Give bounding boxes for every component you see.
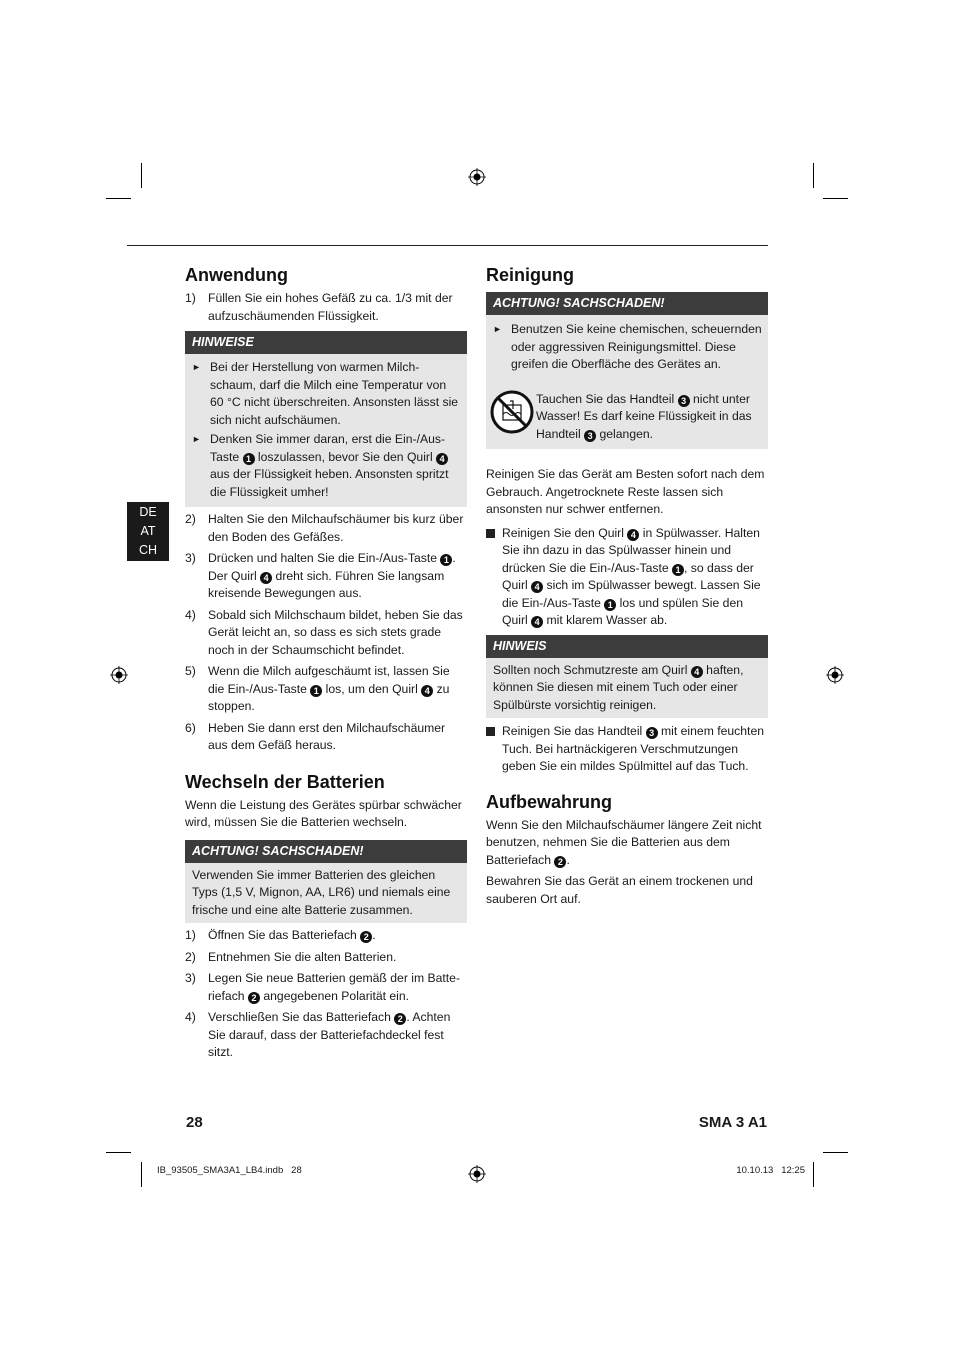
aufbewahrung-p2: Bewahren Sie das Gerät an einem trockenen und sauberen Ort auf.: [486, 874, 753, 906]
registration-mark-icon: [110, 666, 128, 684]
step-item: 1) Öffnen Sie das Batteriefach 2 .: [185, 928, 376, 942]
text-run: Reinigen Sie den Quirl: [502, 525, 628, 540]
text-run: angegebenen Polarität ein.: [259, 988, 410, 1003]
reference-number-badge: 1: [243, 453, 255, 465]
section-title-anwendung: Anwendung: [185, 265, 288, 285]
text-run: Heben Sie dann erst den Milchaufschäumer aus dem Gefäß heraus.: [208, 720, 446, 752]
rich-text: [208, 512, 463, 544]
text-run: Öffnen Sie das Batteriefach: [208, 928, 361, 942]
rich-text: [208, 291, 453, 323]
text-run: Drücken und halten Sie die Ein-/Aus-Taste: [208, 551, 441, 565]
reference-number-badge: 1: [310, 685, 322, 697]
step-item: 5) Wenn die Milch aufgeschäumt ist, lassen Sie die Ein-/Aus-Taste 1 los, um den Quirl 4 zu stoppen.: [185, 664, 450, 713]
crop-mark: [823, 1152, 848, 1153]
text-run: zu stoppen.: [208, 681, 450, 713]
section-title-batterien: Wechseln der Batterien: [185, 771, 385, 792]
triangle-bullet-icon: ►: [192, 434, 201, 444]
rich-text: [208, 971, 460, 1003]
text-run: Halten Sie den Milchaufschäumer bis kurz über den Boden des Gefäßes.: [208, 512, 464, 544]
hinweis-box: [486, 635, 768, 719]
anwendung-steps-a: [185, 290, 467, 325]
step-item: 3) Drücken und halten Sie die Ein-/Aus-Taste 1 . Der Quirl 4 dreht sich. Führen Sie langsam kreisende Bewegungen aus.: [185, 551, 456, 600]
crop-mark: [813, 163, 814, 188]
text-run: dreht sich. Führen Sie langsam kreisende Bewegungen aus.: [208, 568, 445, 600]
crop-mark: [106, 1152, 131, 1153]
left-column: [185, 264, 467, 1066]
text-run: .: [566, 852, 570, 867]
reference-number-badge: 4: [531, 581, 543, 593]
text-run: Verschließen Sie das Batteriefach: [208, 1010, 395, 1024]
text-run: , so dass der Quirl: [502, 560, 754, 592]
rich-text: [486, 818, 762, 867]
warning-bullet: ► Benutzen Sie keine chemischen, scheuernden oder aggressiven Reinigungsmittel. Diese greifen die Oberfläche des Gerätes an.: [493, 322, 762, 371]
square-bullet-icon: [486, 727, 495, 736]
reference-number-badge: 4: [627, 529, 639, 541]
step-item: 2) Entnehmen Sie die alten Batterien.: [185, 949, 397, 964]
hinweis-text: [493, 662, 762, 715]
reference-number-badge: 2: [248, 992, 260, 1004]
triangle-bullet-icon: ►: [192, 362, 201, 372]
text-run: Denken Sie immer daran, erst die Ein-/Aus-Taste: [210, 432, 446, 464]
reference-number-badge: 2: [394, 1013, 406, 1025]
square-bullet-icon: [486, 529, 495, 538]
reference-number-badge: 3: [678, 395, 690, 407]
crop-mark: [141, 1162, 142, 1187]
reference-number-badge: 1: [440, 554, 452, 566]
crop-mark: [106, 198, 131, 199]
hinweise-header: HINWEISE: [185, 331, 467, 354]
step-item: 4) Sobald sich Milchschaum bildet, heben Sie das Gerät leicht an, so dass es sich stets grade noch in der Schaumschicht befindet.: [185, 607, 463, 657]
text-run: Sollten noch Schmutzreste am Quirl: [493, 662, 691, 677]
reference-number-badge: 1: [604, 599, 616, 611]
text-run: haften, können Sie diesen mit einem Tuch oder einer Spülbürste vorsichtig reinigen.: [493, 662, 744, 712]
no-water-immersion-icon: [490, 390, 534, 434]
reference-number-badge: 4: [531, 616, 543, 628]
crop-mark: [141, 163, 142, 188]
reference-number-badge: 3: [646, 727, 658, 739]
batterien-intro: Wenn die Leistung des Gerätes spürbar schwächer wird, müssen Sie die Batterien wechseln.: [185, 797, 462, 829]
text-run: in Spülwasser. Halten Sie ihn dazu in das Spülwasser hinein und drücken Sie die Ein-/Aus-Taste: [502, 525, 760, 575]
rich-text: [493, 663, 743, 712]
rich-text: [502, 526, 761, 628]
text-run: los und spülen Sie den Quirl: [502, 595, 744, 627]
reference-number-badge: 2: [554, 856, 566, 868]
text-run: Wenn Sie den Milchaufschäumer längere Zeit nicht benutzen, nehmen Sie die Batterien aus dem Batteriefach: [486, 817, 762, 867]
model-name: SMA 3 A1: [698, 1114, 767, 1131]
anwendung-steps-b: [185, 511, 467, 755]
triangle-bullet-icon: ►: [493, 324, 502, 334]
text-run: mit klarem Wasser ab.: [543, 613, 668, 627]
hinweise-box: [185, 331, 467, 507]
text-run: Reinigen Sie das Handteil: [502, 724, 646, 738]
reference-number-badge: 4: [421, 685, 433, 697]
rich-text: [208, 1010, 450, 1059]
rich-text: [208, 551, 456, 600]
page-number: 28: [186, 1114, 203, 1131]
reference-number-badge: 4: [260, 572, 272, 584]
step-item: 6) Heben Sie dann erst den Milchaufschäumer aus dem Gefäß heraus.: [185, 720, 446, 752]
square-bullet-item: [486, 723, 768, 776]
text-run: Wenn die Milch aufgeschäumt ist, lassen Sie die Ein-/Aus-Taste: [208, 664, 450, 696]
warning-header: ACHTUNG! SACHSCHADEN!: [185, 840, 467, 863]
reference-number-badge: 3: [584, 430, 596, 442]
header-rule: [127, 245, 768, 246]
text-run: .: [372, 928, 376, 942]
rich-text: [208, 928, 376, 942]
slug-date: 10.10.13 12:25: [736, 1165, 805, 1176]
hint-bullet: [192, 431, 461, 501]
registration-mark-icon: [468, 1165, 486, 1183]
step-item: 4) Verschließen Sie das Batteriefach 2 . Achten Sie darauf, dass der Batteriefachdeckel fest sitzt.: [185, 1010, 451, 1059]
hinweis-header: HINWEIS: [486, 635, 768, 658]
rich-text: [208, 608, 463, 657]
reinigung-paragraph: Reinigen Sie das Gerät am Besten sofort nach dem Gebrauch. Angetrocknete Reste lassen sich ansonsten nur schwer entfernen.: [486, 467, 765, 516]
rich-text: [210, 432, 448, 499]
lang-de: DE: [139, 505, 157, 519]
lang-at: AT: [140, 524, 156, 538]
reference-number-badge: 4: [436, 453, 448, 465]
step-item: 2) Halten Sie den Milchaufschäumer bis kurz über den Boden des Gefäßes.: [185, 512, 464, 544]
section-title-aufbewahrung: Aufbewahrung: [486, 791, 612, 812]
reference-number-badge: 2: [360, 931, 372, 943]
text-run: Füllen Sie ein hohes Gefäß zu ca. 1/3 mit der aufzuschäumenden Flüssigkeit.: [208, 291, 453, 323]
text-run: Entnehmen Sie die alten Batterien.: [208, 949, 397, 964]
batterien-warning-box: [185, 840, 467, 924]
step-item: 1) Füllen Sie ein hohes Gefäß zu ca. 1/3 mit der aufzuschäumenden Flüssigkeit.: [185, 291, 453, 323]
section-title-reinigung: Reinigung: [486, 265, 574, 285]
text-run: sich im Spülwasser bewegt. Lassen Sie die Ein-/Aus-Taste: [502, 578, 761, 610]
rich-text: [208, 721, 445, 753]
text-run: loszulassen, bevor Sie den Quirl: [254, 449, 437, 464]
right-column: [486, 264, 768, 908]
aufbewahrung-p1: [486, 817, 768, 870]
warning-text: Verwenden Sie immer Batterien des gleichen Typs (1,5 V, Mignon, AA, LR6) und niemals eine frische und eine alte Batterie zusammen.: [192, 867, 451, 917]
text-run: Tauchen Sie das Handteil: [536, 391, 678, 406]
reference-number-badge: 1: [672, 564, 684, 576]
text-run: Sobald sich Milchschaum bildet, heben Sie das Gerät leicht an, so dass es sich stets grade noch in der Schaumschicht befindet.: [208, 607, 463, 657]
warning-header: ACHTUNG! SACHSCHADEN!: [486, 292, 768, 315]
rich-text: [208, 950, 396, 964]
rich-text: [502, 724, 764, 773]
reinigung-warning-box: [486, 292, 768, 449]
rich-text: [208, 664, 450, 713]
crop-mark: [823, 198, 848, 199]
text-run: mit einem feuchten Tuch. Bei hartnäckigeren Verschmutzungen geben Sie ein mildes Spülmittel auf das Tuch.: [502, 724, 764, 773]
text-run: . Achten Sie darauf, dass der Batteriefachdeckel fest sitzt.: [208, 1010, 451, 1059]
slug-file: IB_93505_SMA3A1_LB4.indb 28: [157, 1165, 302, 1176]
registration-mark-icon: [468, 168, 486, 186]
text-run: los, um den Quirl: [322, 681, 422, 696]
text-run: aus der Flüssigkeit heben. Ansonsten spritzt die Flüssigkeit umher!: [210, 467, 449, 499]
crop-mark: [813, 1162, 814, 1187]
text-run: gelangen.: [596, 426, 654, 441]
registration-mark-icon: [826, 666, 844, 684]
lang-ch: CH: [138, 543, 158, 557]
text-run: nicht unter Wasser! Es darf keine Flüssigkeit in das Handteil: [536, 391, 752, 441]
step-item: 3) Legen Sie neue Batterien gemäß der im Batteriefach 2 angegebenen Polarität ein.: [185, 971, 461, 1003]
hint-bullet: ► Bei der Herstellung von warmen Milchschaum, darf die Milch eine Temperatur von 60 °C nicht überschreiten. Ansonsten lässt sie sich nicht aufschäumen.: [192, 360, 459, 427]
reference-number-badge: 4: [691, 666, 703, 678]
text-run: Legen Sie neue Batterien gemäß der im Batteriefach: [208, 971, 461, 1003]
rich-text: [536, 392, 752, 441]
text-run: . Der Quirl: [208, 551, 456, 583]
language-tab: [127, 502, 169, 561]
square-bullet-item: [486, 525, 768, 630]
batterien-steps: [185, 927, 467, 1062]
no-immerse-notice: [493, 391, 762, 446]
